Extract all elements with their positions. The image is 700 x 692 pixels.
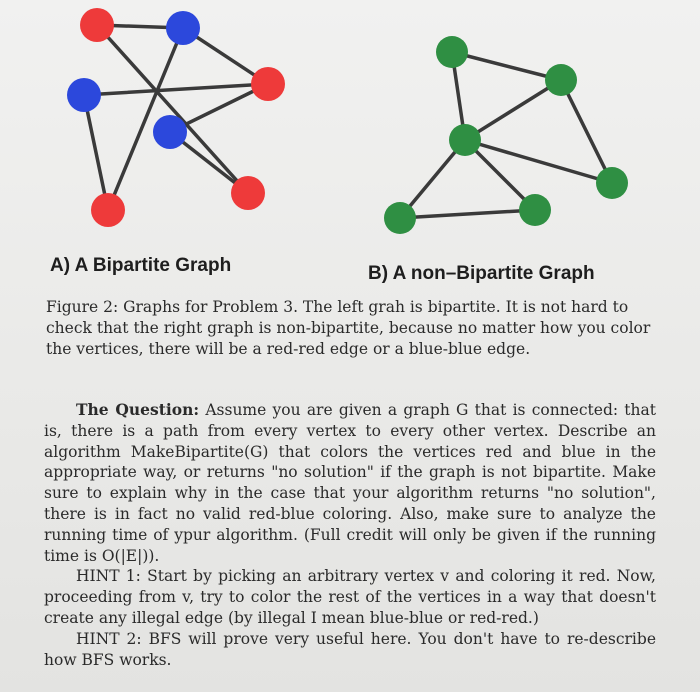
question-title: The Question: (76, 400, 200, 419)
edge (452, 52, 561, 80)
edge (84, 95, 108, 210)
green-vertex (384, 202, 416, 234)
figure-caption: Figure 2: Graphs for Problem 3. The left grah is bipartite. It is not hard to check that the right graph is non-bipartite, because no matter how you color the vertices, there will be a red-red edge or a blue-blue edge. (46, 298, 651, 358)
green-vertex (449, 124, 481, 156)
graph-figures (0, 0, 700, 290)
non-bipartite-graph (384, 36, 628, 234)
green-vertex (519, 194, 551, 226)
blue-vertex (166, 11, 200, 45)
red-vertex (231, 176, 265, 210)
edge (84, 84, 268, 95)
red-vertex (91, 193, 125, 227)
red-vertex (80, 8, 114, 42)
figure-label-a: A) A Bipartite Graph (50, 255, 232, 276)
edge (400, 210, 535, 218)
blue-vertex (153, 115, 187, 149)
green-vertex (596, 167, 628, 199)
hint-1: HINT 1: Start by picking an arbitrary vertex v and coloring it red. Now, proceeding from v, try to color the rest of the vertices in a way that doesn't create any illegal edge (by illegal I mean blue-blue or red-red.) (44, 567, 656, 627)
figure-label-b: B) A non–Bipartite Graph (368, 263, 595, 284)
question-paragraph (44, 400, 656, 566)
blue-vertex (67, 78, 101, 112)
bipartite-graph (67, 8, 285, 227)
problem-text (44, 400, 656, 670)
edge (561, 80, 612, 183)
edge (465, 80, 561, 140)
green-vertex (545, 64, 577, 96)
green-vertex (436, 36, 468, 68)
hint-2: HINT 2: BFS will prove very useful here. You don't have to re-describe how BFS works. (44, 629, 656, 669)
red-vertex (251, 67, 285, 101)
question-body: Assume you are given a graph G that is connected: that is, there is a path from every vertex to every other vertex. Describe an algorithm MakeBipartite(G) that colors the vertices red and blue in the appropriate way, or returns "no solution" if the graph is not bipartite. Make sure to explain why in the case that your algorithm returns "no solution", there is in fact no valid red-blue coloring. Also, make sure to analyze the running time of ypur algorithm. (Full credit will only be given if the running time is O(|E|)). (44, 401, 656, 565)
